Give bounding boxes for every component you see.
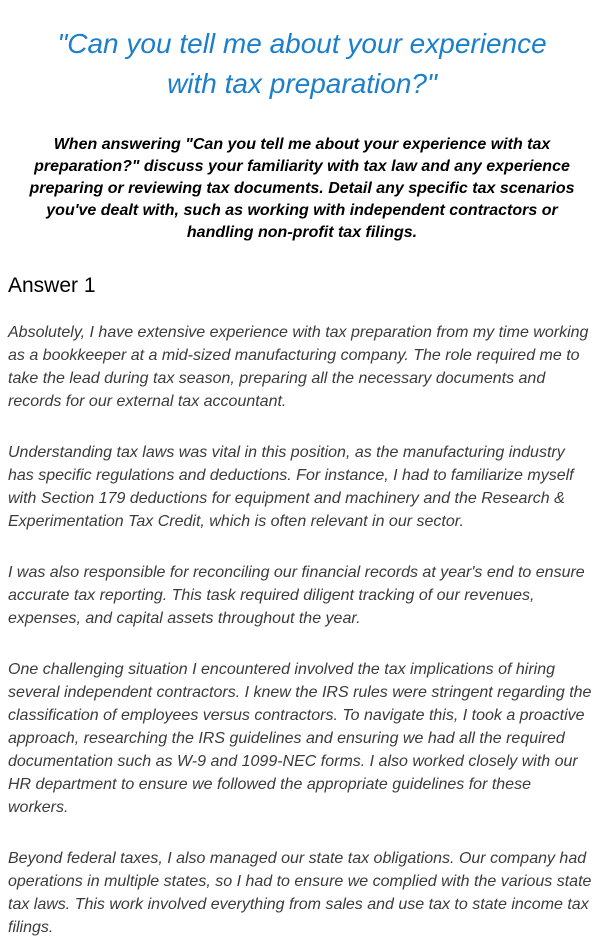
document-title-line1: "Can you tell me about your experience [57,28,547,59]
intro-guidance-paragraph: When answering "Can you tell me about your experience with tax preparation?" discuss your familiarity with tax law and any experience preparing or reviewing tax documents. Detail any specific tax scenarios you've dealt with, such as working with independent contractors or handling non-profit tax filings. [29,136,575,241]
document-title [0,24,604,104]
answer-body [0,321,604,939]
answer-paragraph-1: Absolutely, I have extensive experience with tax preparation from my time working as a bookkeeper at a mid-sized manufacturing company. The role required me to take the lead during tax season, preparing all the necessary documents and records for our external tax accountant. [8,324,589,410]
answer-paragraph-5: Beyond federal taxes, I also managed our state tax obligations. Our company had operations in multiple states, so I had to ensure we complied with the various state tax laws. This work involved everything from sales and use tax to state income tax filings. [8,850,592,936]
answer-paragraph-2: Understanding tax laws was vital in this position, as the manufacturing industry has specific regulations and deductions. For instance, I had to familiarize myself with Section 179 deductions for equipment and machinery and the Research & Experimentation Tax Credit, which is often relevant in our sector. [8,444,574,530]
answer-paragraph-4: One challenging situation I encountered involved the tax implications of hiring several independent contractors. I knew the IRS rules were stringent regarding the classification of employees versus contractors. To navigate this, I took a proactive approach, researching the IRS guidelines and ensuring we had all the required documentation such as W-9 and 1099-NEC forms. I also worked closely with our HR department to ensure we followed the appropriate guidelines for these workers. [8,661,592,816]
answer-paragraph-3: I was also responsible for reconciling our financial records at year's end to ensure accurate tax reporting. This task required diligent tracking of our revenues, expenses, and capital assets throughout the year. [8,564,585,627]
answer-heading: Answer 1 [8,274,96,297]
document-title-line2: with tax preparation?" [167,68,437,99]
